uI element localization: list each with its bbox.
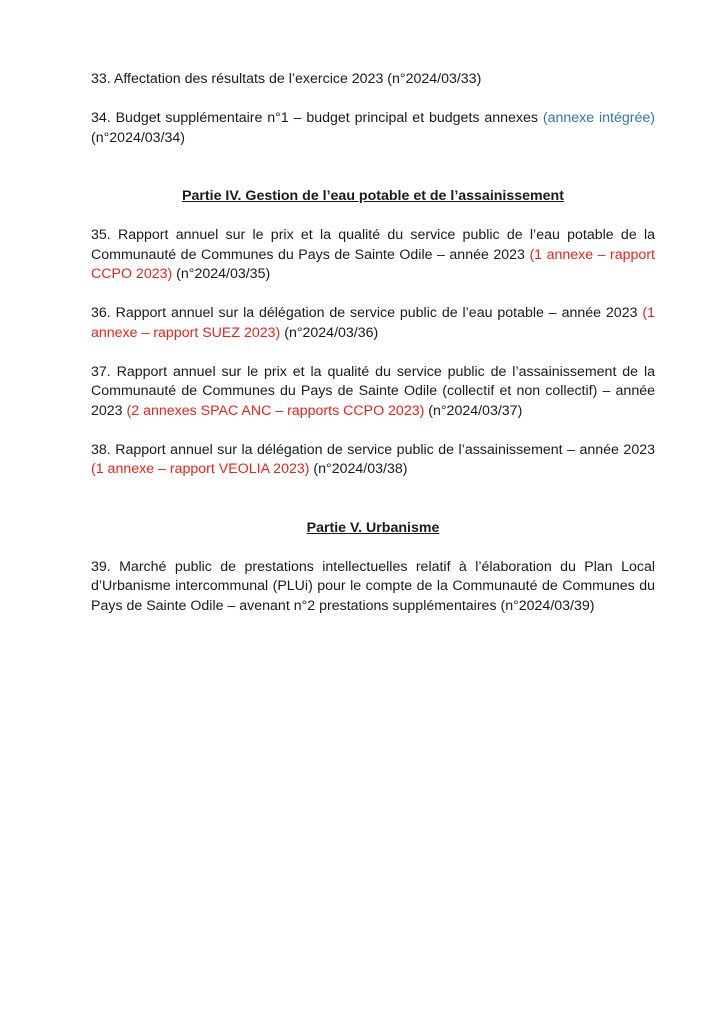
agenda-item-36 [91,304,655,343]
annex-note: (annexe intégrée) [542,110,655,126]
agenda-item-39: 39. Marché public de prestations intellectuelles relatif à l’élaboration du Plan Local d’Urbanisme intercommunal (PLUi) pour le compte de la Communauté de Communes du Pays de Sainte Odile – avenant n°2 prestations supplémentaires (n°2024/03/39) [91,558,655,614]
annex-note: (2 annexes SPAC ANC – rapports CCPO 2023) [126,402,425,419]
document-page [91,70,655,636]
agenda-item-38 [91,441,655,480]
item-reference: (n°2024/03/36) [280,324,379,341]
item-text: 38. Rapport annuel sur la délégation de service public de l’assainissement – année 2023 [91,441,655,458]
item-reference: (n°2024/03/34) [91,129,186,146]
item-text: 34. Budget supplémentaire n°1 – budget principal et budgets annexes [91,110,543,126]
section-heading-part-4: Partie IV. Gestion de l’eau potable et de l’assainissement [182,188,564,204]
agenda-item-33: 33. Affectation des résultats de l’exercice 2023 (n°2024/03/33) [91,71,482,87]
agenda-item-35 [91,226,655,285]
item-text: 36. Rapport annuel sur la délégation de service public de l’eau potable – année 2023 [91,305,643,321]
annex-note: (1 annexe – rapport SUEZ 2023) [91,305,655,341]
item-reference: (n°2024/03/37) [424,402,523,419]
agenda-item-34 [91,109,655,148]
agenda-item-37 [91,363,655,422]
section-heading-part-5: Partie V. Urbanisme [306,519,440,536]
annex-note: (1 annexe – rapport CCPO 2023) [91,246,655,282]
annex-note: (1 annexe – rapport VEOLIA 2023) [91,461,310,477]
item-reference: (n°2024/03/35) [172,266,271,282]
item-text: 37. Rapport annuel sur le prix et la qualité du service public de l’assainissement de la Communauté de Communes du Pays de Sainte Odile (collectif et non collectif) – année 2023 [91,363,655,419]
item-text: 35. Rapport annuel sur le prix et la qualité du service public de l’eau potable de la Communauté de Communes du Pays de Sainte Odile – année 2023 [91,227,655,263]
item-reference: (n°2024/03/38) [309,461,408,477]
